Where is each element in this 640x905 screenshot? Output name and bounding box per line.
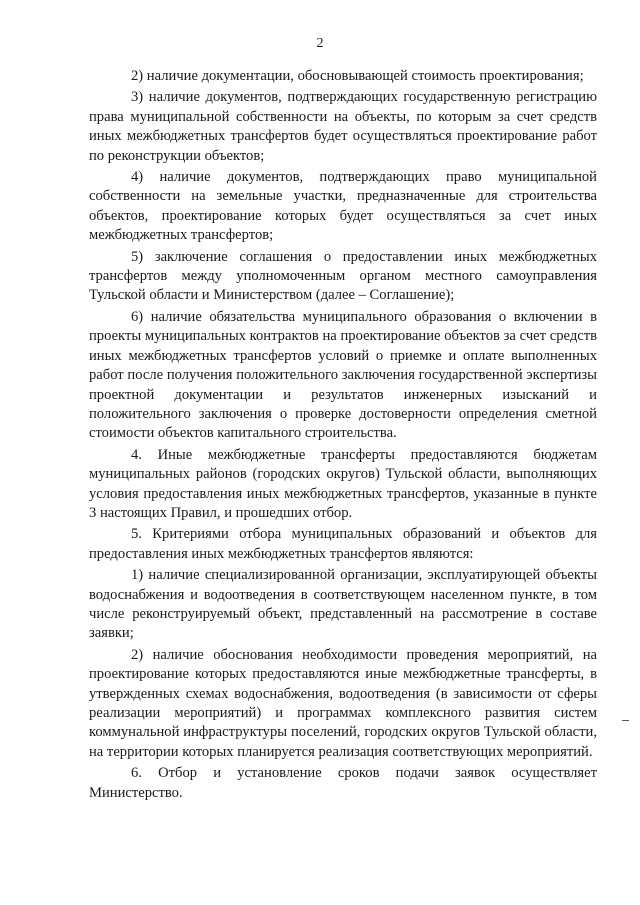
paragraph-item-5: 5) заключение соглашения о предоставлении иных межбюджетных трансфертов между уполномоченным органом местного самоуправления Тульской области и Министерством (далее – Соглашение); [89,248,597,304]
paragraph-item-2: 2) наличие документации, обосновывающей стоимость проектирования; [131,68,584,84]
paragraph-criterion-1: 1) наличие специализированной организации, эксплуатирующей объекты водоснабжения и водоотведения в соответствующем населенном пункте, в том числе реконструируемый объект, представленный на рассмотрение в составе заявки; [89,567,597,642]
paragraph-section-4: 4. Иные межбюджетные трансферты предоставляются бюджетам муниципальных районов (городских округов) Тульской области, выполняющих условия предоставления иных межбюджетных трансфертов, указанные в пункте 3 настоящих Правил, и прошедших отбор. [89,446,597,521]
margin-mark [622,720,629,721]
paragraph-item-6: 6) наличие обязательства муниципального образования о включении в проекты муниципальных контрактов на проектирование объектов за счет средств иных межбюджетных трансфертов условий о приемке и оплате выполненных работ после получения положительного заключения государственной экспертизы проектной документации и результатов инженерных изысканий и положительного заключения о проверке достоверности определения сметной стоимости объектов капитального строительства. [89,308,597,442]
document-body [89,67,597,803]
paragraph-item-3: 3) наличие документов, подтверждающих государственную регистрацию права муниципальной собственности на объекты, по которым за счет средств иных межбюджетных трансфертов будет осуществляться проектирование работ по реконструкции объектов; [89,89,597,164]
paragraph-section-5: 5. Критериями отбора муниципальных образований и объектов для предоставления иных межбюджетных трансфертов являются: [89,526,597,562]
page-number: 2 [316,36,324,51]
paragraph-item-4: 4) наличие документов, подтверждающих право муниципальной собственности на земельные участки, предназначенные для строительства объектов, проектирование которых будет осуществляться за счет иных межбюджетных трансфертов; [89,169,597,244]
paragraph-criterion-2: 2) наличие обоснования необходимости проведения мероприятий, на проектирование которых предоставляются иные межбюджетные трансферты, в утвержденных схемах водоснабжения, водоотведения (в зависимости от сферы реализации мероприятий) и программах комплексного развития систем коммунальной инфраструктуры поселений, городских округов Тульской области, на территории которых планируется реализация соответствующих мероприятий. [89,646,597,760]
paragraph-section-6: 6. Отбор и установление сроков подачи заявок осуществляет Министерство. [89,765,597,801]
